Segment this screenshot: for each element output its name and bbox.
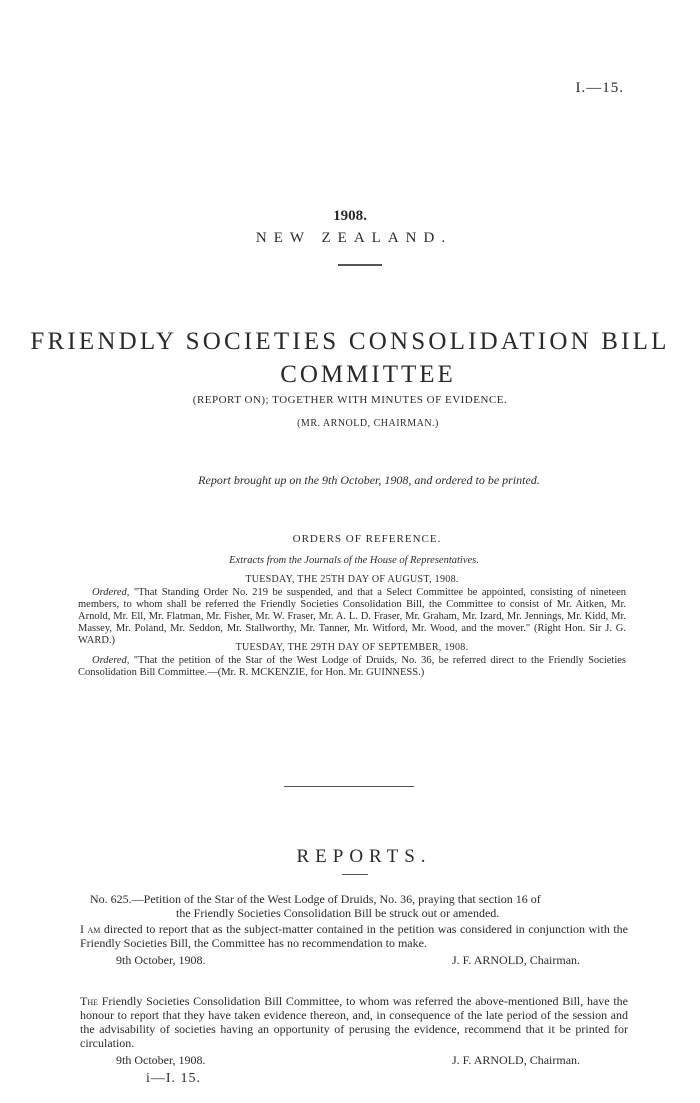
petition-line2: the Friendly Societies Consolidation Bill be struck out or amended.: [176, 906, 500, 920]
journal-extracts: Extracts from the Journals of the House of Representatives.: [229, 555, 479, 566]
petition-report-text: [80, 922, 628, 950]
committee-report-lead: The: [80, 994, 98, 1008]
petition-date: 9th October, 1908.: [116, 953, 206, 967]
order2-body: "That the petition of the Star of the West Lodge of Druids, No. 36, be referred direct to the Friendly Societies Consolidation Bill Committee.—(Mr. R. MCKENZIE, for Hon. Mr. GUINNESS.): [78, 655, 626, 678]
order1-date: TUESDAY, THE 25TH DAY OF AUGUST, 1908.: [245, 574, 459, 585]
order2-lead: Ordered,: [92, 655, 130, 666]
order2-date: TUESDAY, THE 29TH DAY OF SEPTEMBER, 1908.: [235, 642, 469, 653]
committee-report-text: [80, 994, 628, 1050]
petition-body: directed to report that as the subject-matter contained in the petition was considered in conjunction with the Friendly Societies Bill, the Committee has no recommendation to make.: [80, 922, 628, 950]
year: 1908.: [333, 208, 367, 224]
chairman-note: (MR. ARNOLD, CHAIRMAN.): [297, 418, 439, 429]
committee-report-date: 9th October, 1908.: [116, 1053, 206, 1067]
committee-report-signature: J. F. ARNOLD, Chairman.: [452, 1053, 581, 1067]
report-subtitle: (REPORT ON); TOGETHER WITH MINUTES OF EVIDENCE.: [192, 394, 508, 406]
reports-heading: REPORTS.: [296, 846, 432, 867]
order1-lead: Ordered,: [92, 587, 130, 598]
order1-text: [78, 587, 626, 647]
committee-report-body: Friendly Societies Consolidation Bill Committee, to whom was referred the above-mentioned Bill, have the honour to report that they have taken evidence thereon, and, in consequence of the late period of the session and the advisability of societies having an opportunity of perusing the evidence, recommend that it be printed for circulation.: [80, 994, 628, 1050]
page-reference: I.—15.: [575, 80, 624, 96]
order2-text: [78, 655, 626, 679]
report-title-line1: FRIENDLY SOCIETIES CONSOLIDATION BILL: [30, 328, 670, 355]
divider-top: [338, 264, 382, 266]
footer-reference: i—I. 15.: [146, 1071, 202, 1086]
report-title-line2: COMMITTEE: [280, 361, 456, 388]
report-brought-up: Report brought up on the 9th October, 1908, and ordered to be printed.: [198, 473, 540, 487]
orders-heading: ORDERS OF REFERENCE.: [292, 533, 442, 545]
petition-lead: I am: [80, 922, 101, 936]
petition-line1: No. 625.—Petition of the Star of the West Lodge of Druids, No. 36, praying that section 16 of: [90, 892, 541, 906]
divider-reports: [342, 874, 368, 875]
petition-signature: J. F. ARNOLD, Chairman.: [452, 953, 581, 967]
order1-body: "That Standing Order No. 219 be suspended, and that a Select Committee be appointed, consisting of nineteen members, to whom shall be referred the Friendly Societies Consolidation Bill, the Committee to consist of Mr. Aitken, Mr. Arnold, Mr. Ell, Mr. Flatman, Mr. Fisher, Mr. W. Fraser, Mr. A. L. D. Fraser, Mr. Graham, Mr. Izard, Mr. Jennings, Mr. Kidd, Mr. Massey, Mr. Poland, Mr. Seddon, Mr. Stallworthy, Mr. Tanner, Mr. Witford, Mr. Wood, and the mover." (Right Hon. Sir J. G. WARD.): [78, 587, 626, 646]
divider-middle: [284, 786, 414, 787]
country: NEW ZEALAND.: [255, 230, 453, 246]
